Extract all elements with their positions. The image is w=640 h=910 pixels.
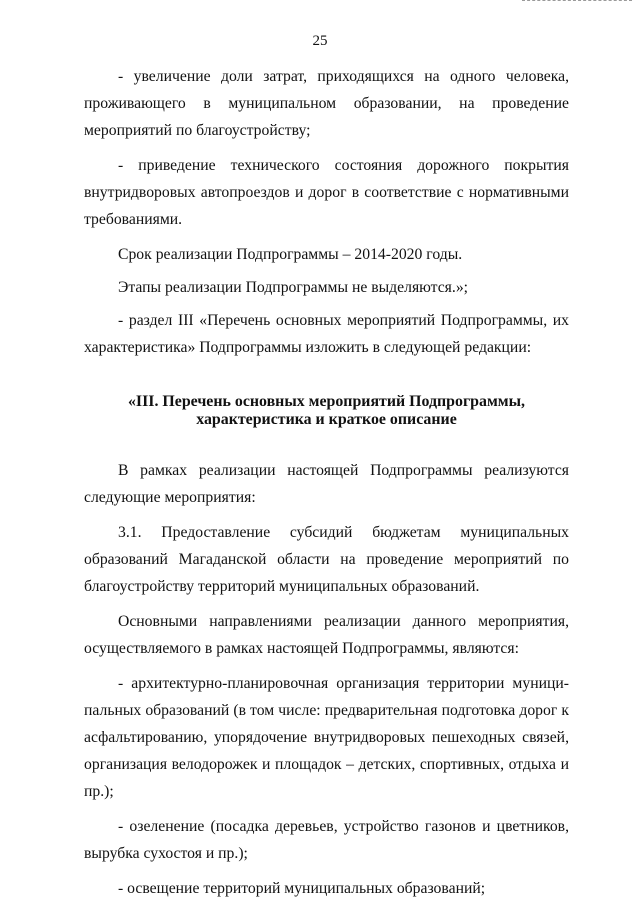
top-edge-line bbox=[522, 0, 632, 1]
paragraph-main-directions: Основными направлениями реализации данного мероприятия, осуществляемого в рамках настоящей Подпрограммы, являются: bbox=[84, 613, 569, 657]
paragraph-architecture: - архитектурно-планировочная организация территории муници-пальных образований (в том числе: предварительная подготовка дорог к асфальтированию, упорядочение внутридворовых пешеходных связей, организация велодорожек и площадок – детских, спортивных, отдыха и пр.); bbox=[84, 675, 569, 800]
paragraph-cost-share: - увеличение доли затрат, приходящихся на одного человека, проживающего в муниципальном образовании, на проведение мероприятий по благоустройству; bbox=[84, 68, 569, 139]
document-body bbox=[84, 63, 569, 910]
paragraph-subsidies: 3.1. Предоставление субсидий бюджетам муниципальных образований Магаданской области на проведение мероприятий по благоустройству территорий муниципальных образований. bbox=[84, 524, 569, 595]
paragraph-lighting: - освещение территорий муниципальных образований; bbox=[118, 880, 486, 897]
section-heading-line-2: характеристика и краткое описание bbox=[196, 411, 457, 428]
paragraph-framework: В рамках реализации настоящей Подпрограммы реализуются следующие мероприятия: bbox=[84, 462, 569, 506]
section-heading-line-1: «III. Перечень основных мероприятий Подпрограммы, bbox=[127, 393, 525, 410]
paragraph-stages: Этапы реализации Подпрограммы не выделяются.»; bbox=[118, 279, 469, 296]
paragraph-road-condition: - приведение технического состояния дорожного покрытия внутридворовых автопроездов и дорог в соответствие с нормативными требованиями. bbox=[84, 157, 569, 228]
paragraph-term: Срок реализации Подпрограммы – 2014-2020 годы. bbox=[118, 246, 463, 263]
paragraph-section-amendment: - раздел III «Перечень основных мероприятий Подпрограммы, их характеристика» Подпрограммы изложить в следующей редакции: bbox=[84, 312, 569, 356]
paragraph-greening: - озеленение (посадка деревьев, устройство газонов и цветников, вырубка сухостоя и пр.); bbox=[84, 818, 569, 862]
section-heading bbox=[84, 393, 569, 429]
page-number: 25 bbox=[312, 33, 328, 49]
